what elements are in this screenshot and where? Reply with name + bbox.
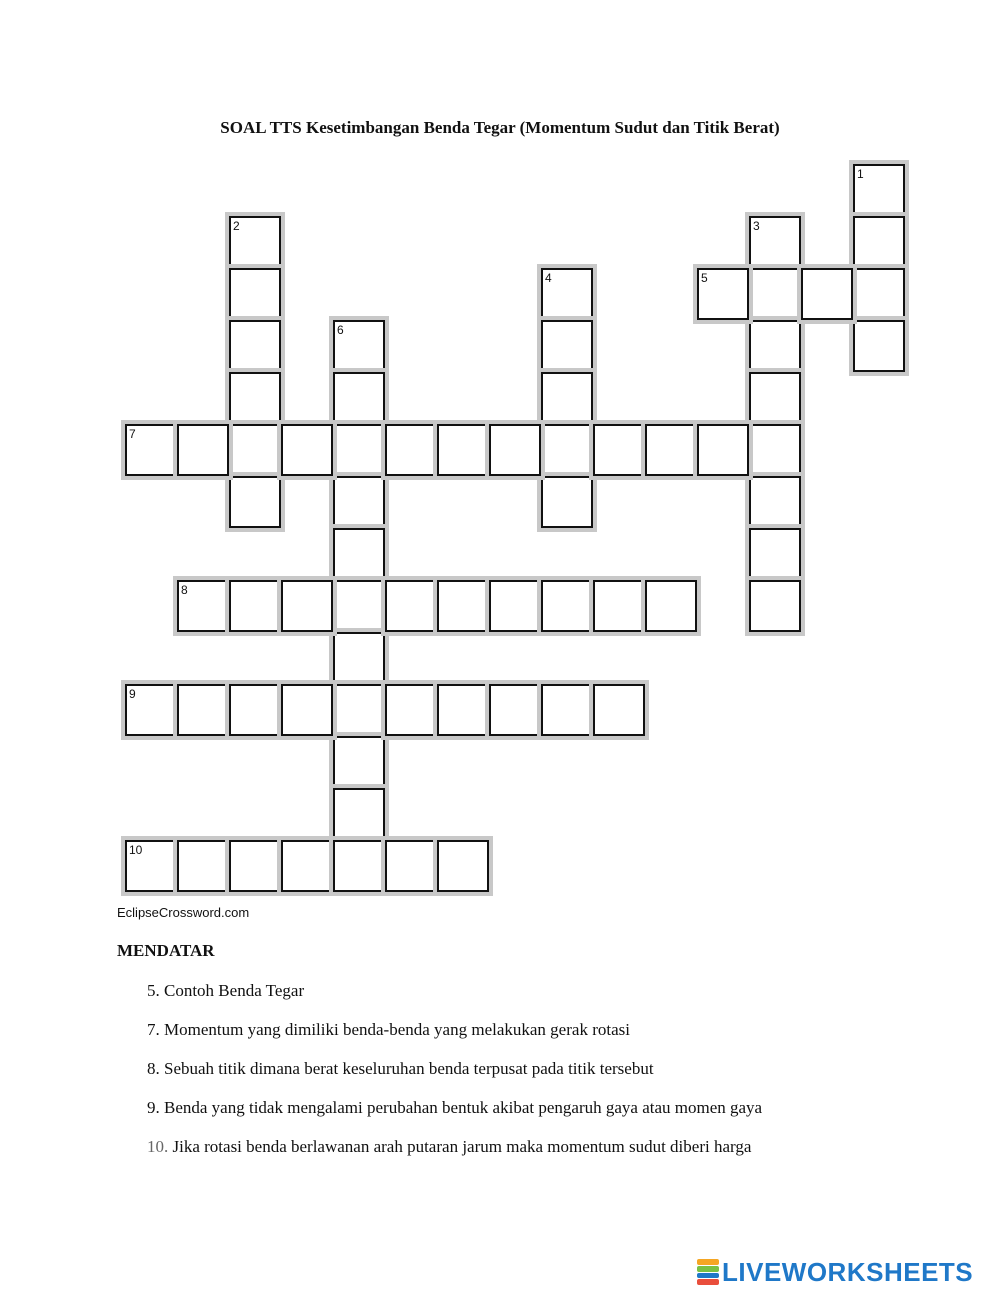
crossword-cell[interactable]: [281, 424, 333, 476]
crossword-letter-input[interactable]: [751, 426, 799, 474]
crossword-cell[interactable]: [489, 424, 541, 476]
crossword-letter-input[interactable]: [387, 426, 435, 474]
crossword-letter-input[interactable]: [127, 686, 175, 734]
crossword-letter-input[interactable]: [127, 426, 175, 474]
crossword-letter-input[interactable]: [335, 686, 383, 734]
crossword-letter-input[interactable]: [335, 478, 383, 526]
clue-number-label: 2: [233, 219, 240, 233]
crossword-letter-input[interactable]: [699, 270, 747, 318]
clue-text: Jika rotasi benda berlawanan arah putaran jarum maka momentum sudut diberi harga: [168, 1137, 752, 1156]
crossword-letter-input[interactable]: [855, 270, 903, 318]
crossword-letter-input[interactable]: [751, 478, 799, 526]
crossword-letter-input[interactable]: [855, 322, 903, 370]
crossword-letter-input[interactable]: [803, 270, 851, 318]
crossword-letter-input[interactable]: [231, 582, 279, 630]
crossword-cell[interactable]: [593, 424, 645, 476]
clue-number-label: 7: [129, 427, 136, 441]
crossword-letter-input[interactable]: [751, 530, 799, 578]
clue-number-label: 4: [545, 271, 552, 285]
crossword-cell[interactable]: [229, 840, 281, 892]
crossword-letter-input[interactable]: [335, 582, 383, 630]
crossword-cell[interactable]: [281, 840, 333, 892]
crossword-letter-input[interactable]: [751, 218, 799, 266]
crossword-letter-input[interactable]: [699, 426, 747, 474]
crossword-letter-input[interactable]: [335, 842, 383, 890]
clues-heading: MENDATAR: [117, 941, 215, 960]
crossword-cell[interactable]: [749, 528, 801, 580]
crossword-letter-input[interactable]: [855, 166, 903, 214]
crossword-letter-input[interactable]: [179, 426, 227, 474]
clue-number: 9.: [147, 1098, 160, 1117]
crossword-letter-input[interactable]: [543, 270, 591, 318]
crossword-cell[interactable]: [853, 320, 905, 372]
crossword-letter-input[interactable]: [387, 686, 435, 734]
crossword-letter-input[interactable]: [283, 686, 331, 734]
crossword-cell[interactable]: [177, 840, 229, 892]
logo-bar: [697, 1273, 719, 1279]
crossword-cell[interactable]: [385, 840, 437, 892]
crossword-letter-input[interactable]: [543, 322, 591, 370]
crossword-letter-input[interactable]: [231, 842, 279, 890]
crossword-letter-input[interactable]: [231, 270, 279, 318]
crossword-letter-input[interactable]: [231, 426, 279, 474]
crossword-cell[interactable]: [489, 580, 541, 632]
crossword-cell[interactable]: [125, 840, 177, 892]
clue-number-label: 3: [753, 219, 760, 233]
crossword-cell[interactable]: [697, 268, 749, 320]
clue-number: 8.: [147, 1059, 160, 1078]
crossword-cell[interactable]: [749, 424, 801, 476]
crossword-letter-input[interactable]: [283, 842, 331, 890]
clue-text: Momentum yang dimiliki benda-benda yang melakukan gerak rotasi: [159, 1020, 630, 1039]
clue-text: Contoh Benda Tegar: [159, 981, 305, 1000]
clue-number-label: 1: [857, 167, 864, 181]
crossword-cell[interactable]: [489, 684, 541, 736]
crossword-letter-input[interactable]: [283, 582, 331, 630]
crossword-letter-input[interactable]: [335, 322, 383, 370]
crossword-cell[interactable]: [801, 268, 853, 320]
crossword-cell[interactable]: [853, 268, 905, 320]
crossword-cell[interactable]: [333, 736, 385, 788]
crossword-letter-input[interactable]: [127, 842, 175, 890]
crossword-cell[interactable]: [333, 580, 385, 632]
clue-number-label: 6: [337, 323, 344, 337]
crossword-cell[interactable]: [541, 320, 593, 372]
crossword-letter-input[interactable]: [543, 582, 591, 630]
crossword-cell[interactable]: [541, 684, 593, 736]
clue-item: [147, 1019, 762, 1058]
clue-list: [147, 980, 762, 1175]
crossword-cell[interactable]: [385, 424, 437, 476]
crossword-letter-input[interactable]: [439, 582, 487, 630]
crossword-cell[interactable]: [177, 424, 229, 476]
crossword-letter-input[interactable]: [335, 790, 383, 838]
crossword-cell[interactable]: [333, 684, 385, 736]
crossword-letter-input[interactable]: [179, 686, 227, 734]
crossword-cell[interactable]: [333, 840, 385, 892]
crossword-cell[interactable]: [229, 580, 281, 632]
crossword-cell[interactable]: [749, 372, 801, 424]
crossword-cell[interactable]: [229, 372, 281, 424]
logo-text: LIVEWORKSHEETS: [722, 1256, 974, 1287]
crossword-cell[interactable]: [333, 788, 385, 840]
crossword-letter-input[interactable]: [491, 582, 539, 630]
crossword-letter-input[interactable]: [179, 842, 227, 890]
crossword-letter-input[interactable]: [647, 426, 695, 474]
crossword-cell[interactable]: [385, 580, 437, 632]
clue-text: Sebuah titik dimana berat keseluruhan benda terpusat pada titik tersebut: [159, 1059, 654, 1078]
crossword-letter-input[interactable]: [647, 582, 695, 630]
crossword-cell[interactable]: [229, 476, 281, 528]
crossword-cell[interactable]: [749, 216, 801, 268]
logo-bar: [697, 1279, 719, 1285]
crossword-cell[interactable]: [437, 580, 489, 632]
crossword-cell[interactable]: [333, 372, 385, 424]
crossword-cell[interactable]: [437, 424, 489, 476]
crossword-cell[interactable]: [229, 268, 281, 320]
crossword-letter-input[interactable]: [439, 426, 487, 474]
crossword-letter-input[interactable]: [543, 478, 591, 526]
crossword-cell[interactable]: [333, 424, 385, 476]
clue-item: [147, 1097, 762, 1136]
crossword-cell[interactable]: [593, 580, 645, 632]
crossword-letter-input[interactable]: [387, 842, 435, 890]
crossword-cell[interactable]: [541, 268, 593, 320]
crossword-letter-input[interactable]: [751, 322, 799, 370]
crossword-cell[interactable]: [541, 424, 593, 476]
crossword-cell[interactable]: [749, 580, 801, 632]
credit-text: EclipseCrossword.com: [117, 905, 250, 920]
clue-number-label: 5: [701, 271, 708, 285]
crossword-cell[interactable]: [749, 320, 801, 372]
crossword-cell[interactable]: [229, 684, 281, 736]
logo-bar: [697, 1259, 719, 1265]
crossword-cell[interactable]: [437, 684, 489, 736]
crossword-letter-input[interactable]: [439, 842, 487, 890]
crossword-cell[interactable]: [229, 216, 281, 268]
crossword-cell[interactable]: [333, 528, 385, 580]
crossword-cell[interactable]: [177, 684, 229, 736]
crossword-cell[interactable]: [853, 164, 905, 216]
clue-item: [147, 1058, 762, 1097]
crossword-letter-input[interactable]: [595, 686, 643, 734]
crossword-cell[interactable]: [333, 320, 385, 372]
crossword-letter-input[interactable]: [335, 530, 383, 578]
crossword-cell[interactable]: [333, 632, 385, 684]
clue-item: [147, 980, 762, 1019]
crossword-letter-input[interactable]: [231, 374, 279, 422]
clue-number: 7.: [147, 1020, 160, 1039]
liveworksheets-logo-icon: [697, 1259, 719, 1285]
logo-bar: [697, 1266, 719, 1272]
crossword-letter-input[interactable]: [231, 322, 279, 370]
crossword-letter-input[interactable]: [543, 426, 591, 474]
crossword-cell[interactable]: [645, 580, 697, 632]
crossword-cell[interactable]: [541, 372, 593, 424]
crossword-letter-input[interactable]: [751, 270, 799, 318]
clue-number-label: 8: [181, 583, 188, 597]
crossword-cell[interactable]: [177, 580, 229, 632]
crossword-letter-input[interactable]: [855, 218, 903, 266]
crossword-letter-input[interactable]: [231, 478, 279, 526]
clue-number-label: 9: [129, 687, 136, 701]
crossword-letter-input[interactable]: [543, 374, 591, 422]
crossword-cell[interactable]: [541, 476, 593, 528]
crossword-letter-input[interactable]: [335, 426, 383, 474]
page-title: SOAL TTS Kesetimbangan Benda Tegar (Momentum Sudut dan Titik Berat): [220, 118, 780, 137]
crossword-cell[interactable]: [229, 424, 281, 476]
crossword-letter-input[interactable]: [231, 218, 279, 266]
clue-number-label: 10: [129, 843, 143, 857]
crossword-cell[interactable]: [593, 684, 645, 736]
crossword-cell[interactable]: [697, 424, 749, 476]
crossword-cell[interactable]: [229, 320, 281, 372]
crossword-cell[interactable]: [125, 684, 177, 736]
crossword-cell[interactable]: [333, 476, 385, 528]
crossword-letter-input[interactable]: [491, 686, 539, 734]
crossword-cell[interactable]: [281, 580, 333, 632]
clue-number: 10.: [147, 1137, 169, 1156]
clue-item: [147, 1136, 762, 1175]
crossword-cell[interactable]: [385, 684, 437, 736]
crossword-cell[interactable]: [749, 268, 801, 320]
crossword-cell[interactable]: [281, 684, 333, 736]
liveworksheets-logo: [697, 1257, 973, 1287]
crossword-cell[interactable]: [125, 424, 177, 476]
crossword-letter-input[interactable]: [335, 634, 383, 682]
crossword-letter-input[interactable]: [439, 686, 487, 734]
crossword-cell[interactable]: [645, 424, 697, 476]
crossword-letter-input[interactable]: [595, 582, 643, 630]
crossword-letter-input[interactable]: [543, 686, 591, 734]
crossword-cell[interactable]: [749, 476, 801, 528]
crossword-cell[interactable]: [853, 216, 905, 268]
clue-number: 5.: [147, 981, 160, 1000]
crossword-letter-input[interactable]: [387, 582, 435, 630]
crossword-letter-input[interactable]: [751, 582, 799, 630]
crossword-cell[interactable]: [541, 580, 593, 632]
crossword-letter-input[interactable]: [179, 582, 227, 630]
crossword-letter-input[interactable]: [595, 426, 643, 474]
crossword-letter-input[interactable]: [231, 686, 279, 734]
crossword-letter-input[interactable]: [335, 738, 383, 786]
clue-text: Benda yang tidak mengalami perubahan bentuk akibat pengaruh gaya atau momen gaya: [159, 1098, 763, 1117]
crossword-cell[interactable]: [437, 840, 489, 892]
crossword-letter-input[interactable]: [283, 426, 331, 474]
crossword-letter-input[interactable]: [751, 374, 799, 422]
crossword-letter-input[interactable]: [491, 426, 539, 474]
crossword-letter-input[interactable]: [335, 374, 383, 422]
